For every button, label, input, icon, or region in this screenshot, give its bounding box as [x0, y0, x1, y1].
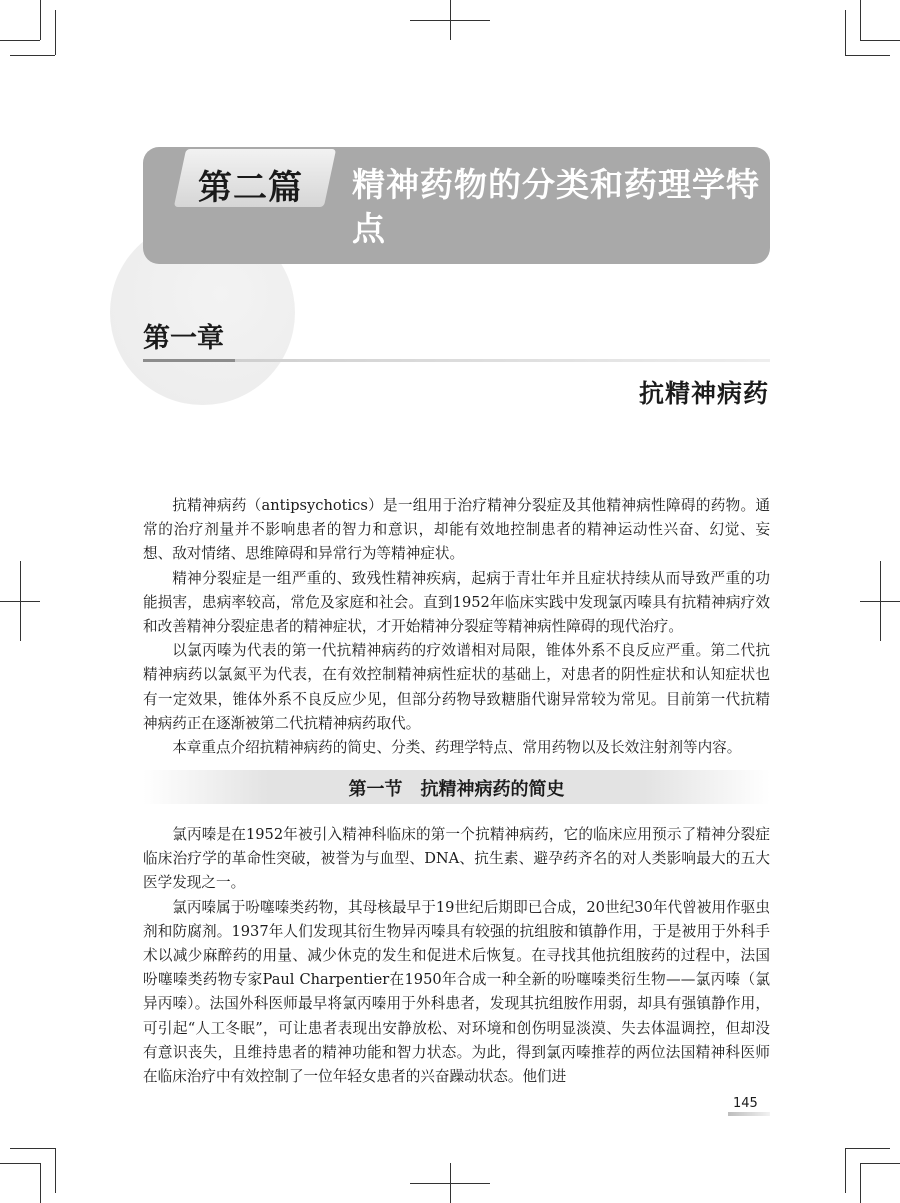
chapter-label: 第一章 [143, 323, 224, 354]
crop-mark [860, 1163, 861, 1203]
crop-mark [845, 55, 890, 56]
chapter-rule [143, 359, 235, 362]
crop-mark [410, 1183, 490, 1184]
page-number-bar [728, 1112, 770, 1116]
page-number: 145 [733, 1096, 758, 1111]
crop-mark [860, 0, 861, 40]
paragraph: 氯丙嗪属于吩噻嗪类药物，其母核最早于19世纪后期即已合成，20世纪30年代曾被用作驱虫剂和防腐剂。1937年人们发现其衍生物异丙嗪具有较强的抗组胺和镇静作用，于是被用于外科手术以减少麻醉药的用量、减少休克的发生和促进术后恢复。在寻找其他抗组胺药的过程中，法国吩噻嗪类药物专家Paul Charpentier在1950年合成一种全新的吩噻嗪类衍生物——氯丙嗪（氯异丙嗪）。法国外科医师最早将氯丙嗪用于外科患者，发现其抗组胺作用弱，却具有强镇静作用，可引起“人工冬眠”，可让患者表现出安静放松、对环境和创伤明显淡漠、失去体温调控，但却没有意识丧失，且维持患者的精神功能和智力状态。为此，得到氯丙嗪推荐的两位法国精神科医师在临床治疗中有效控制了一位年轻女患者的兴奋躁动状态。他们进 [143, 898, 770, 1086]
intro-text [143, 494, 770, 760]
crop-mark [10, 55, 55, 56]
crop-mark [880, 561, 881, 641]
crop-mark [40, 0, 41, 40]
crop-mark [0, 1163, 40, 1164]
paragraph: 以氯丙嗪为代表的第一代抗精神病药的疗效谱相对局限，锥体外系不良反应严重。第二代抗精神病药以氯氮平为代表，在有效控制精神病性症状的基础上，对患者的阴性症状和认知症状也有一定效果，锥体外系不良反应少见，但部分药物导致糖脂代谢异常较为常见。目前第一代抗精神病药正在逐渐被第二代抗精神病药取代。 [143, 642, 770, 732]
section-text [143, 823, 770, 1089]
crop-mark [845, 1148, 890, 1149]
paragraph: 精神分裂症是一组严重的、致残性精神疾病，起病于青壮年并且症状持续从而导致严重的功能损害，患病率较高，常危及家庭和社会。直到1952年临床实践中发现氯丙嗪具有抗精神病疗效和改善精神分裂症患者的精神症状，才开始精神分裂症等精神病性障碍的现代治疗。 [143, 569, 770, 636]
crop-mark [0, 40, 40, 41]
crop-mark [845, 1148, 846, 1193]
section-title: 第一节 抗精神病药的简史 [348, 779, 565, 800]
crop-mark [860, 1163, 900, 1164]
crop-mark [860, 40, 900, 41]
crop-mark [55, 10, 56, 55]
chapter-rule [235, 359, 770, 362]
part-title: 精神药物的分类和药理学特点 [352, 165, 760, 248]
crop-mark [10, 1148, 55, 1149]
crop-mark [40, 1163, 41, 1203]
crop-mark [20, 561, 21, 641]
chapter-title: 抗精神病药 [638, 379, 769, 408]
paragraph: 本章重点介绍抗精神病药的简史、分类、药理学特点、常用药物以及长效注射剂等内容。 [172, 739, 742, 757]
part-label: 第二篇 [198, 168, 303, 208]
paragraph: 抗精神病药（antipsychotics）是一组用于治疗精神分裂症及其他精神病性障碍的药物。通常的治疗剂量并不影响患者的智力和意识，却能有效地控制患者的精神运动性兴奋、幻觉、妄想、敌对情绪、思维障碍和异常行为等精神症状。 [143, 497, 770, 563]
crop-mark [845, 10, 846, 55]
paragraph: 氯丙嗪是在1952年被引入精神科临床的第一个抗精神病药，它的临床应用预示了精神分裂症临床治疗学的革命性突破，被誉为与血型、DNA、抗生素、避孕药齐名的对人类影响最大的五大医学发现之一。 [143, 826, 770, 892]
crop-mark [55, 1148, 56, 1193]
crop-mark [410, 20, 490, 21]
